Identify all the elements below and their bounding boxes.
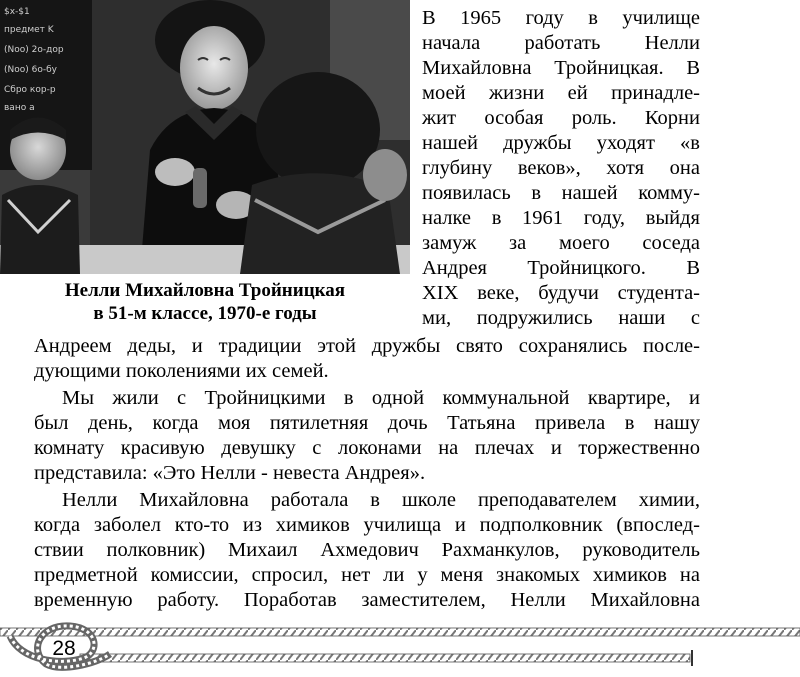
blackboard-line: Cбро кор-р [4, 85, 56, 95]
text-line: В 1965 году в училище [422, 7, 700, 29]
caption-line: Нелли Михайловна Тройницкая [64, 280, 346, 301]
photo-illustration [0, 0, 410, 274]
blackboard-line: (Noo) 6о-бу [4, 65, 57, 75]
blackboard-line: (Noo) 2о-дор [4, 45, 64, 55]
paragraph-first-line: Нелли Михайловна работала в школе преподавателем химии, [62, 489, 700, 511]
rope-border [0, 620, 800, 672]
blackboard-line: предмет K [4, 25, 54, 35]
text-line: предметной комиссии, спросил, нет ли у меня знакомых химиков на [34, 564, 700, 586]
text-line: появилась в нашей комму- [422, 182, 700, 204]
photo [0, 0, 410, 274]
text-line: жит особая роль. Корни [422, 107, 700, 129]
blackboard-line: вано а [4, 103, 35, 113]
blackboard-line: $x-$1 [4, 7, 30, 17]
text-line: ствии полковник) Михаил Ахмедович Рахманкулов, руководитель [34, 539, 700, 561]
text-line: Андреем деды, и традиции этой дружбы свято сохранялись после- [34, 335, 700, 357]
text-line: был день, когда моя пятилетняя дочь Татьяна привела в нашу [34, 412, 700, 434]
text-line: налке в 1961 году, выйдя [422, 207, 700, 229]
paragraph-first-line: Мы жили с Тройницкими в одной коммунальной квартире, и [62, 387, 700, 409]
text-line: замуж за моего соседа [422, 232, 700, 254]
page-number: 28 [52, 637, 76, 660]
text-line: моей жизни ей принадле- [422, 82, 700, 104]
text-line: нашей дружбы уходят «в [422, 132, 700, 154]
photo-caption [0, 279, 410, 325]
text-line: XIX веке, будучи студента- [422, 282, 700, 304]
text-line: представила: «Это Нелли - невеста Андрея». [34, 462, 426, 484]
text-line: дующими поколениями их семей. [34, 360, 329, 382]
text-line: Михайловна Тройницкая. В [422, 57, 700, 79]
text-line: комнату красивую девушку с локонами на плечах и торжественно [34, 437, 700, 459]
text-line: начала работать Нелли [422, 32, 700, 54]
text-line: глубину веков», хотя она [422, 157, 700, 179]
text-line: Андрея Тройницкого. В [422, 257, 700, 279]
text-line: ми, подружились наши с [422, 307, 700, 329]
caption-line: в 51-м классе, 1970-е годы [93, 303, 317, 324]
text-line: когда заболел кто-то из химиков училища и подполковник (впослед- [34, 514, 700, 536]
text-line: временную работу. Поработав заместителем, Нелли Михайловна [34, 589, 700, 611]
